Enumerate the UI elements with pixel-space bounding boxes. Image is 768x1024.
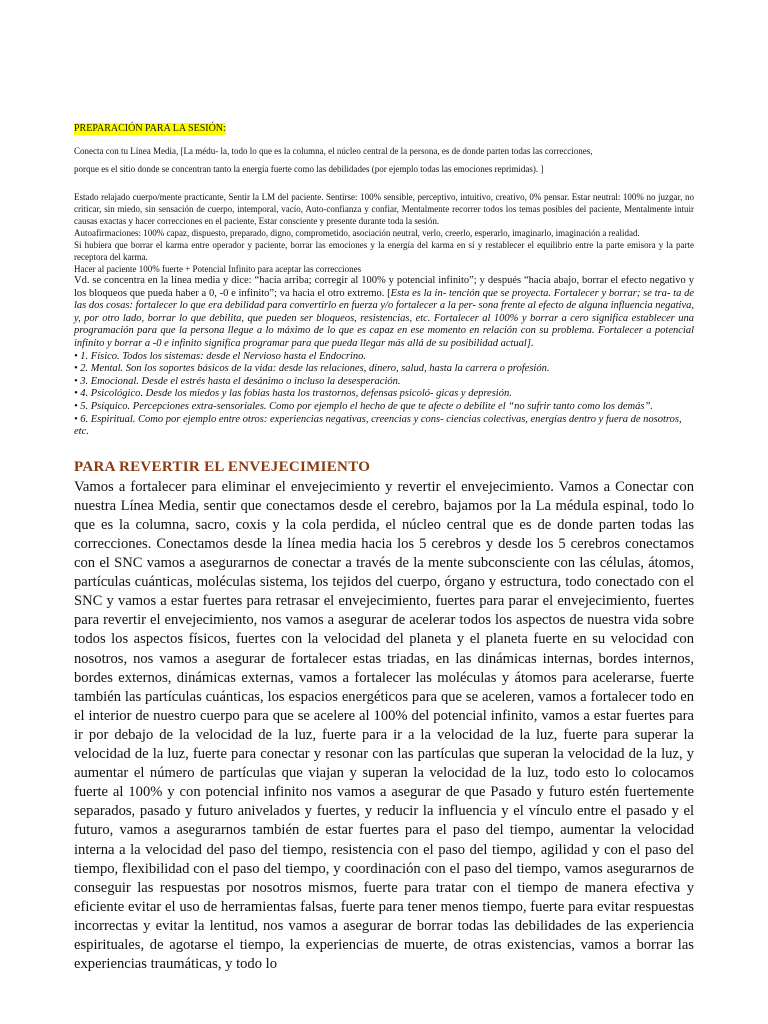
list-item: • 3. Emocional. Desde el estrés hasta el desánimo o incluso la desesperación.: [74, 375, 401, 387]
levels-list: [74, 351, 694, 439]
prep-line-2: porque es el sitio donde se concentran tanto la energía fuerte como las debilidades (por ejemplo todas las emociones reprimidas). ]: [74, 164, 544, 174]
vd-italic-text: Esta es la in- tención que se proyecta. Fortalecer y borrar; se tra- ta de las dos cosas: fortalecer lo que era debilidad para convertirlo en fuerza y/o fortalecer a la per- sona frente al efecto de alguna influencia negativa, y, por otro lado, borrar lo que debilita, que pueden ser bloqueos, resistencias, etc. Fortalecer al 100% y borrar a cero significa establecer una programación para que la persona llegue a lo máximo de lo que es capaz en ese momento en relación con su problema. Fortalecer a potencial infinito y borrar a -0 e infinito significa programar para que pueda llegar más allá de su posibilidad actual].: [74, 287, 694, 349]
list-item: • 5. Psíquico. Percepciones extra-sensoriales. Como por ejemplo el hecho de que te afecte o debilite el “no sufrir tanto como los demás”.: [74, 400, 653, 412]
vd-paragraph: [74, 275, 694, 351]
prep-instructions: [74, 191, 694, 439]
estado-paragraph: Estado relajado cuerpo/mente practicante, Sentir la LM del paciente. Sentirse: 100% sensible, perceptivo, intuitivo, creativo, 0% pensar. Estar neutral: 100% no juzgar, no criticar, sin miedo, sin sensación de cuerpo, intemporal, vacío, Auto-confianza y confiar, Mentalmente recorrer todos los temas posibles del paciente, Mentalmente intuir causas exactas y hacer correcciones en el paciente, Estar consciente y presente durante toda la sesión.: [74, 192, 694, 226]
karma-paragraph: Si hubiera que borrar el karma entre operador y paciente, borrar las emociones y la energía del karma en sí y restablecer el equilibrio entre la parte emisora y la parte receptora del karma.: [74, 240, 694, 262]
section-body: Vamos a fortalecer para eliminar el envejecimiento y revertir el envejecimiento. Vamos a Conectar con nuestra Línea Media, sentir que conectamos desde el cerebro, bajamos por la La médula espinal, todo lo que es la columna, sacro, coxis y la cola perdida, el núcleo central que es de donde parten todas las correcciones. Conectamos desde la línea media hacia los 5 cerebros y desde los 5 cerebros conectamos con el SNC vamos a asegurarnos de conectar a través de la mente subconsciente con las células, átomos, partículas cuánticas, moléculas sistema, los tejidos del cuerpo, órgano y estructura, todo conectado con el SNC y vamos a estar fuertes para retrasar el envejecimiento, fuertes para parar el envejecimiento, fuertes para revertir el envejecimiento, nos vamos a asegurar de acelerar todos los aspectos de nuestra vida sobre todos los aspectos físicos, fuertes con la velocidad del planeta y el planeta fuerte en su velocidad con nosotros, nos vamos a asegurar de fortalecer estas triadas, en las dinámicas internas, bordes internos, bordes externos, dinámicas externas, vamos a fortalecer las moléculas y átomos para acelerarse, fuerte también las partículas cuánticas, los espacios energéticos para que se aceleren, vamos a fortalecer todo en el interior de nuestro cuerpo para que se acelere al 100% del potencial infinito, vamos a estar fuertes para ir por debajo de la velocidad de la luz, fuerte para ir a la velocidad de la luz, fuerte para superar la velocidad de la luz, fuerte para conectar y resonar con las partículas que superan la velocidad de la luz, y aumentar el número de partículas que viajan y superan la velocidad de la luz, todo esto lo colocamos fuerte al 100% y con potencial infinito nos vamos a asegurar de que Pasado y futuro estén fuertemente separados, pasado y futuro anivelados y fuertes, y reducir la influencia y el vínculo entre el pasado y el futuro, vamos a asegurarnos también de estar fuertes para el paso del tiempo, aumentar la velocidad interna a la velocidad del paso del tiempo, resistencia con el paso del tiempo, agilidad y con el paso del tiempo, flexibilidad con el paso del tiempo, y coordinación con el paso del tiempo, vamos asegurarnos de conseguir las respuestas por nosotros mismos, fuerte para tratar con el tiempo de manera efectiva y eficiente evitar el uso de herramientas falsas, fuerte para tener menos tiempo, fuerte para evitar respuestas incorrectas y evitar la lentitud, nos vamos a asegurar de borrar todas las debilidades de las experiencia espirituales, de agotarse el tiempo, la experiencias de muerte, de otras existencias, vamos a borrar las experiencias traumáticas, y todo lo: [74, 478, 694, 973]
list-item: • 2. Mental. Son los soportes básicos de la vida: desde las relaciones, dinero, salud, hasta la carrera o profesión.: [74, 363, 550, 375]
fuerte-line: Hacer al paciente 100% fuerte + Potencial Infinito para aceptar las correcciones: [74, 264, 362, 274]
afirmaciones-paragraph: Autoafirmaciones: 100% capaz, dispuesto, preparado, digno, comprometido, asociación neutral, verlo, creerlo, esperarlo, imaginarlo, imaginación a realidad.: [74, 228, 640, 238]
list-item: • 6. Espiritual. Como por ejemplo entre otros: experiencias negativas, creencias y cons- ciencias colectivas, energías dentro y fuera de nosotros, etc.: [74, 413, 682, 438]
prep-line-1: Conecta con tu Línea Media, [La médu- la, todo lo que es la columna, el núcleo central de la persona, es de donde parten todas las correcciones,: [74, 146, 593, 156]
section-title: PARA REVERTIR EL ENVEJECIMIENTO: [74, 458, 371, 475]
vd-normal-text: Vd. se concentra en la línea media y dice: “hacia arriba; corregir al 100% y potencial infinito”; y después “hacia abajo, borrar el efecto negativo y los bloqueos que pueda haber a 0, -0 e infinito”; va hacia el otro extremo. [: [74, 275, 694, 299]
prep-heading: PREPARACIÓN PARA LA SESIÓN:: [74, 123, 226, 134]
list-item: • 4. Psicológico. Desde los miedos y las fobias hasta los trastornos, defensas psicoló- gicas y depresión.: [74, 388, 512, 400]
document-content: [74, 118, 694, 974]
list-item: • 1. Físico. Todos los sistemas: desde el Nervioso hasta el Endocrino.: [74, 350, 367, 362]
